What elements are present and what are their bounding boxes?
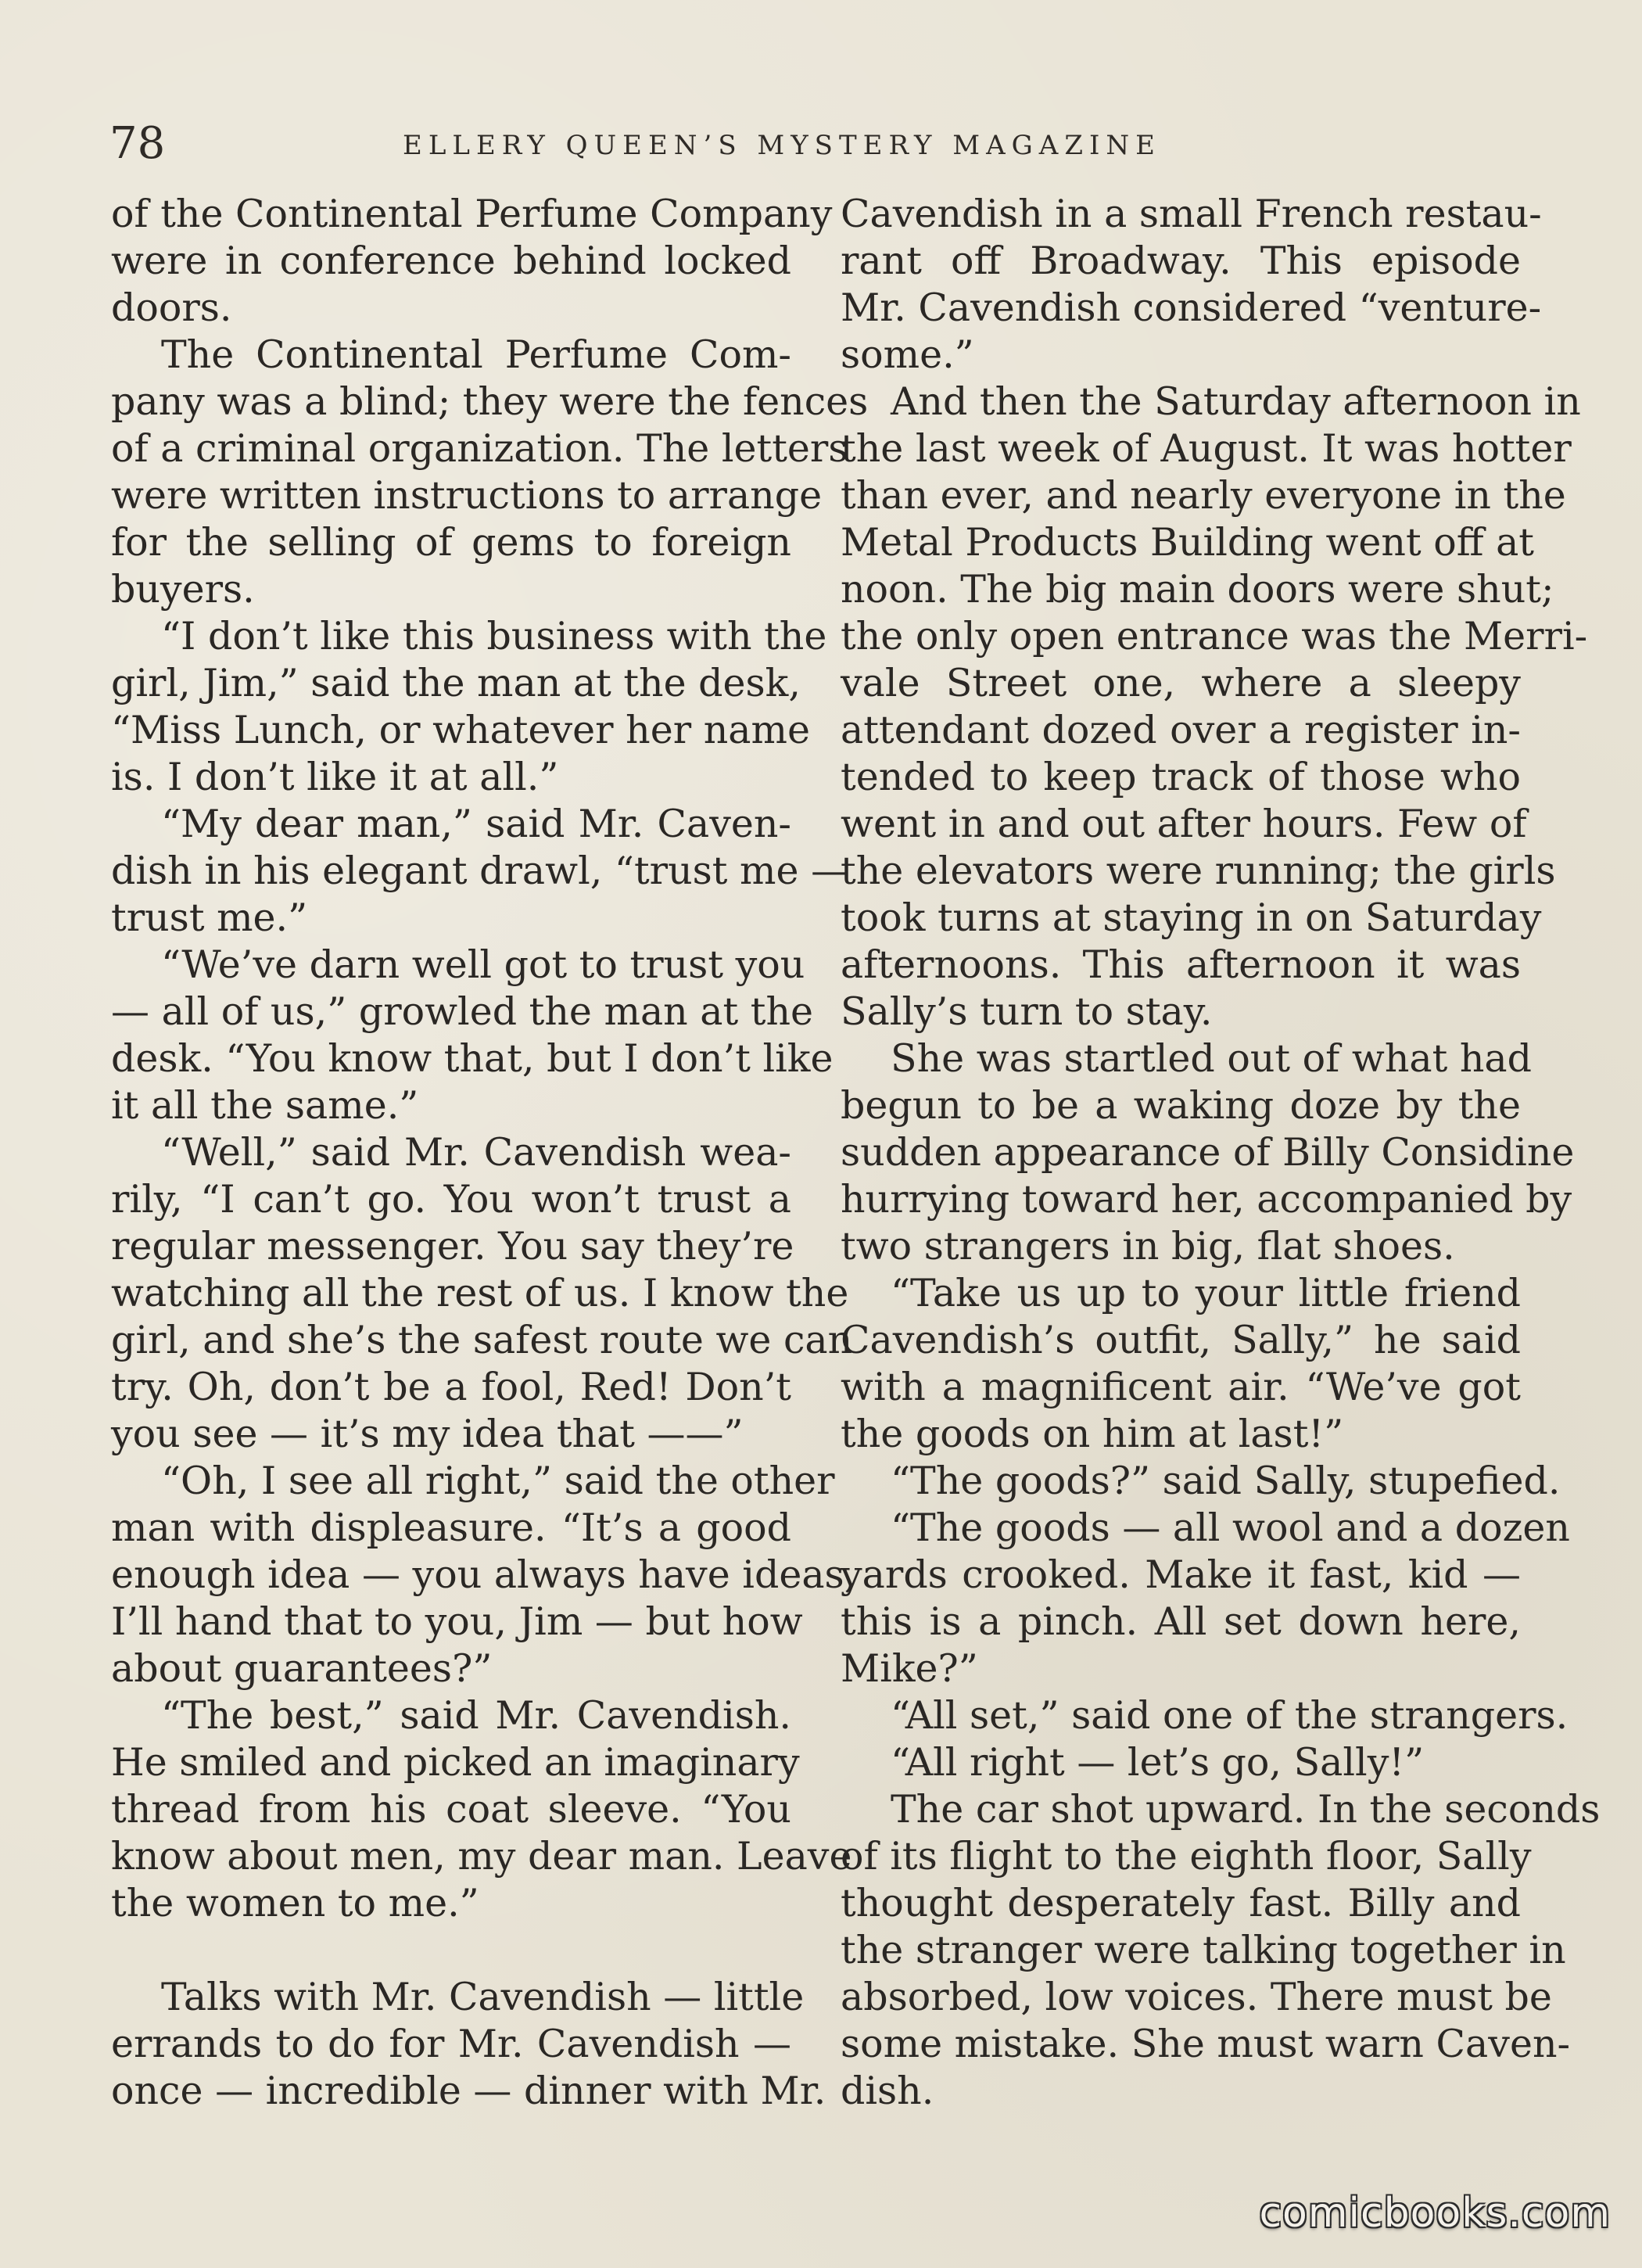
text-line: noon. The big main doors were shut; (841, 567, 1554, 612)
text-line: The Continental Perfume Com- (161, 332, 791, 377)
text-line: rily, “I can’t go. You won’t trust a (111, 1177, 791, 1222)
text-line: “My dear man,” said Mr. Caven- (161, 802, 791, 846)
text-line: girl, Jim,” said the man at the desk, (111, 661, 801, 705)
left-text-column (111, 191, 869, 2115)
text-line: “Well,” said Mr. Cavendish wea- (161, 1130, 791, 1175)
text-line: tended to keep track of those who (841, 755, 1521, 799)
text-line: the elevators were running; the girls (841, 849, 1556, 893)
text-line: went in and out after hours. Few of (841, 802, 1527, 846)
text-line: hurrying toward her, accompanied by (841, 1177, 1572, 1222)
text-line: absorbed, low voices. There must be (841, 1975, 1552, 2019)
text-line: try. Oh, don’t be a fool, Red! Don’t (111, 1365, 791, 1409)
page-number: 78 (109, 118, 166, 169)
text-line: were in conference behind locked (111, 239, 791, 283)
text-line: trust me.” (111, 895, 308, 940)
text-line: this is a pinch. All set down here, (841, 1599, 1521, 1644)
text-line: He smiled and picked an imaginary (111, 1740, 800, 1785)
text-line: man with displeasure. “It’s a good (111, 1505, 791, 1550)
running-title: ELLERY QUEEN’S MYSTERY MAGAZINE (403, 130, 1161, 161)
text-line: once — incredible — dinner with Mr. (111, 2069, 826, 2113)
watermark-logo: comicbooks.com (1259, 2190, 1611, 2237)
text-line (111, 1927, 791, 1974)
text-line: Cavendish’s outfit, Sally,” he said (841, 1318, 1521, 1362)
right-text-column (841, 191, 1601, 2115)
text-line: the women to me.” (111, 1881, 479, 1925)
text-line: the stranger were talking together in (841, 1928, 1566, 1972)
text-line: buyers. (111, 567, 255, 612)
text-line: it all the same.” (111, 1083, 419, 1128)
text-line: watching all the rest of us. I know the (111, 1271, 849, 1315)
text-line: begun to be a waking doze by the (841, 1083, 1521, 1128)
text-line: enough idea — you always have ideas, (111, 1552, 857, 1597)
text-line: about guarantees?” (111, 1646, 493, 1691)
text-line: the last week of August. It was hotter (841, 426, 1572, 471)
text-line: “Miss Lunch, or whatever her name (111, 708, 810, 752)
text-line: than ever, and nearly everyone in the (841, 473, 1566, 518)
text-line: vale Street one, where a sleepy (841, 661, 1521, 705)
text-line: some.” (841, 332, 974, 377)
text-line: Mike?” (841, 1646, 978, 1691)
text-line: “The best,” said Mr. Cavendish. (161, 1693, 791, 1738)
text-line: sudden appearance of Billy Considine (841, 1130, 1575, 1175)
text-line: pany was a blind; they were the fences (111, 379, 869, 424)
text-line: thought desperately fast. Billy and (841, 1881, 1521, 1925)
text-line: thread from his coat sleeve. “You (111, 1787, 791, 1832)
text-line: “The goods — all wool and a dozen (891, 1505, 1570, 1550)
text-line: two strangers in big, flat shoes. (841, 1224, 1455, 1269)
text-line: you see — it’s my idea that ——” (111, 1412, 744, 1456)
text-line: the goods on him at last!” (841, 1412, 1344, 1456)
text-line: afternoons. This afternoon it was (841, 942, 1521, 987)
text-line: for the selling of gems to foreign (111, 520, 791, 565)
text-line: She was startled out of what had (891, 1036, 1533, 1081)
text-line: “Oh, I see all right,” said the other (161, 1459, 835, 1503)
text-line: And then the Saturday afternoon in (891, 379, 1581, 424)
text-line: some mistake. She must warn Caven- (841, 2022, 1571, 2066)
text-line: were written instructions to arrange (111, 473, 823, 518)
text-line: is. I don’t like it at all.” (111, 755, 559, 799)
text-line: with a magnificent air. “We’ve got (841, 1365, 1521, 1409)
text-line: dish in his elegant drawl, “trust me — (111, 849, 850, 893)
text-line: dish. (841, 2069, 934, 2113)
text-line: regular messenger. You say they’re (111, 1224, 794, 1269)
text-line: the only open entrance was the Merri- (841, 614, 1588, 659)
text-line: of its flight to the eighth floor, Sally (841, 1834, 1532, 1879)
text-line: doors. (111, 285, 232, 330)
text-line: Sally’s turn to stay. (841, 989, 1213, 1034)
text-line: took turns at staying in on Saturday (841, 895, 1542, 940)
text-line: “All right — let’s go, Sally!” (891, 1740, 1425, 1785)
text-line: attendant dozed over a register in- (841, 708, 1521, 752)
text-line: of a criminal organization. The letters (111, 426, 848, 471)
text-line: — all of us,” growled the man at the (111, 989, 814, 1034)
text-line: Mr. Cavendish considered “venture- (841, 285, 1542, 330)
text-line: Cavendish in a small French restau- (841, 192, 1542, 236)
text-line: “I don’t like this business with the (161, 614, 827, 659)
text-line: rant off Broadway. This episode (841, 239, 1521, 283)
text-line: The car shot upward. In the seconds (891, 1787, 1601, 1832)
text-line: desk. “You know that, but I don’t like (111, 1036, 834, 1081)
text-line: yards crooked. Make it fast, kid — (841, 1552, 1521, 1597)
text-line: “We’ve darn well got to trust you (161, 942, 805, 987)
text-line: of the Continental Perfume Company (111, 192, 833, 236)
text-line: “All set,” said one of the strangers. (891, 1693, 1569, 1738)
text-line: errands to do for Mr. Cavendish — (111, 2022, 791, 2066)
text-line: girl, and she’s the safest route we can (111, 1318, 853, 1362)
text-line: know about men, my dear man. Leave (111, 1834, 852, 1879)
text-line: “The goods?” said Sally, stupefied. (891, 1459, 1561, 1503)
text-line: “Take us up to your little friend (891, 1271, 1521, 1315)
text-line: I’ll hand that to you, Jim — but how (111, 1599, 803, 1644)
text-line: Metal Products Building went off at (841, 520, 1535, 565)
text-line: Talks with Mr. Cavendish — little (161, 1975, 805, 2019)
page-header (109, 109, 1533, 180)
